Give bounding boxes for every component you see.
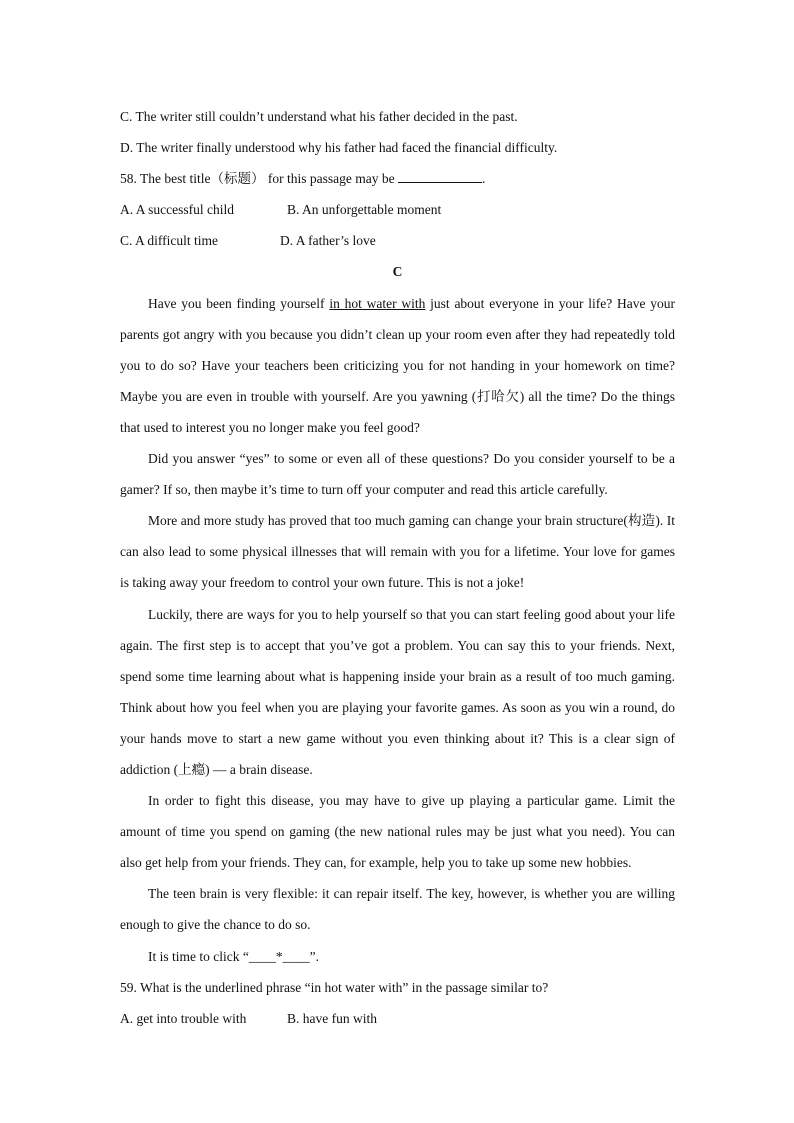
p1-start: Have you been finding yourself xyxy=(148,295,330,311)
q58-option-b: B. An unforgettable moment xyxy=(287,202,442,218)
q58-option-a: A. A successful child xyxy=(120,202,234,218)
q58-option-d: D. A father’s love xyxy=(280,233,376,249)
q59-stem: 59. What is the underlined phrase “in hot water with” in the passage similar to? xyxy=(120,979,549,995)
underlined-phrase: in hot water with xyxy=(329,295,426,311)
passage-paragraph-7: It is time to click “____*____”. xyxy=(148,948,319,964)
q58-options-row-2 xyxy=(120,225,675,256)
q59-option-a: A. get into trouble with xyxy=(120,1010,247,1026)
q57-option-c: C. The writer still couldn’t understand what his father decided in the past. xyxy=(120,109,518,124)
answer-blank xyxy=(398,170,482,183)
q58-stem-text: 58. The best title（标题） for this passage may be xyxy=(120,171,398,187)
passage-paragraph-3: More and more study has proved that too much gaming can change your brain structure(构造). It can also lead to some physical illnesses that will remain with you for a lifetime. Your love for games is taking away your freedom to control your own future. This is not a joke! xyxy=(120,513,675,591)
q57-option-d: D. The writer finally understood why his father had faced the financial difficulty. xyxy=(120,140,558,156)
p1-rest: just about everyone in your life? Have your parents got angry with you because you didn’t clean up your room even after they had repeatedly told you to do so? Have your teachers been criticizing you for not handing in your homework on time? Maybe you are even in trouble with yourself. Are you yawning (打哈欠) all the time? Do the things that used to interest you no longer make you feel good? xyxy=(120,295,676,435)
passage-paragraph-6: The teen brain is very flexible: it can repair itself. The key, however, is whether you are willing enough to give the chance to do so. xyxy=(120,886,675,933)
q58-stem xyxy=(120,163,675,194)
section-heading: C xyxy=(392,264,403,280)
q58-stem-end: . xyxy=(481,171,486,187)
q59-options-row xyxy=(120,1003,675,1034)
document-page xyxy=(120,101,675,1034)
passage-paragraph-1 xyxy=(120,288,675,443)
passage-paragraph-5: In order to fight this disease, you may have to give up playing a particular game. Limit the amount of time you spend on gaming (the new national rules may be just what you need). You can also get help from your friends. They can, for example, help you to take up some new hobbies. xyxy=(120,793,675,871)
q58-options-row-1 xyxy=(120,194,675,225)
q58-option-c: C. A difficult time xyxy=(120,233,219,249)
q59-option-b: B. have fun with xyxy=(287,1010,377,1026)
passage-paragraph-2: Did you answer “yes” to some or even all of these questions? Do you consider yourself to be a gamer? If so, then maybe it’s time to turn off your computer and read this article carefully. xyxy=(120,451,675,498)
passage-paragraph-4: Luckily, there are ways for you to help yourself so that you can start feeling good about your life again. The first step is to accept that you’ve got a problem. You can say this to your friends. Next, spend some time learning about what is happening inside your brain as a result of too much gaming. Think about how you feel when you are playing your favorite games. As soon as you win a round, do your hands move to start a new game without you even thinking about it? This is a clear sign of addiction (上瘾) — a brain disease. xyxy=(120,606,675,777)
